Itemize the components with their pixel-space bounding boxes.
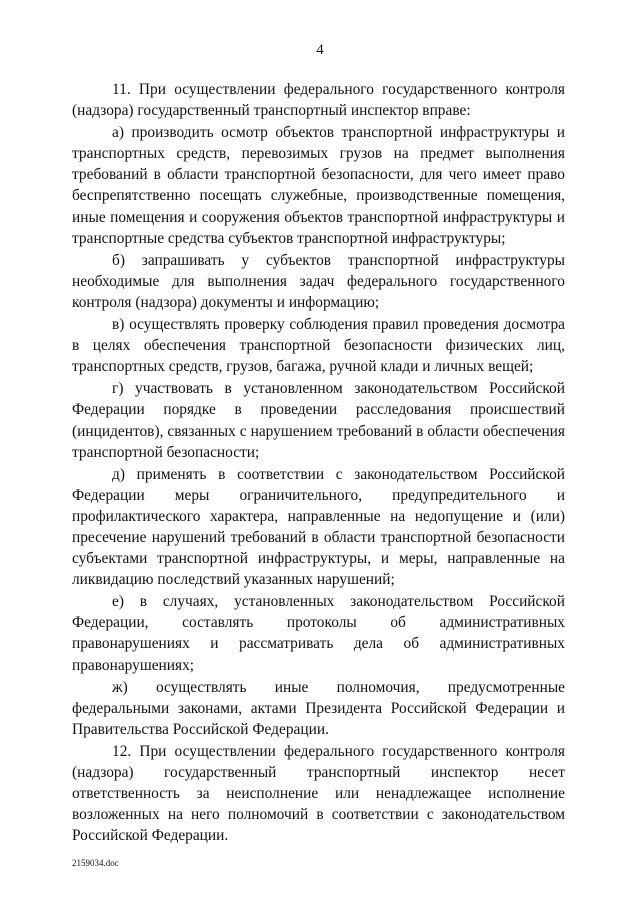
page-number: 4 <box>316 42 324 58</box>
paragraph-sub-v: в) осуществлять проверку соблюдения правил проведения досмотра в целях обеспечения транспортной безопасности физических лиц, транспортных средств, грузов, багажа, ручной клади и личных вещей; <box>72 316 565 376</box>
paragraph-item-12: 12. При осуществлении федерального государственного контроля (надзора) государственный транспортный инспектор несет ответственность за неисполнение или ненадлежащее исполнение возложенных на него полномочий в соответствии с законодательством Российской Федерации. <box>72 742 565 845</box>
paragraph-sub-a: а) производить осмотр объектов транспортной инфраструктуры и транспортных средств, перевозимых грузов на предмет выполнения требований в области транспортной безопасности, для чего имеет право беспрепятственно посещать служебные, производственные помещения, иные помещения и сооружения объектов транспортной инфраструктуры и транспортные средства субъектов транспортной инфраструктуры; <box>72 124 565 247</box>
paragraph-sub-zh: ж) осуществлять иные полномочия, предусмотренные федеральными законами, актами Президента Российской Федерации и Правительства Российской Федерации. <box>72 678 565 738</box>
footer-filename: 2159034.doc <box>72 858 119 868</box>
paragraph-sub-g: г) участвовать в установленном законодательством Российской Федерации порядке в проведении расследования происшествий (инцидентов), связанных с нарушением требований в области обеспечения транспортной безопасности; <box>72 380 565 461</box>
paragraph-sub-b: б) запрашивать у субъектов транспортной инфраструктуры необходимые для выполнения задач федерального государственного контроля (надзора) документы и информацию; <box>72 251 565 311</box>
paragraph-sub-d: д) применять в соответствии с законодательством Российской Федерации меры ограничительного, предупредительного и профилактического характера, направленные на недопущение и (или) пресечение нарушений требований в области транспортной безопасности субъектами транспортной инфраструктуры, и меры, направленные на ликвидацию последствий указанных нарушений; <box>72 465 565 589</box>
paragraph-sub-e: е) в случаях, установленных законодательством Российской Федерации, составлять протоколы об административных правонарушениях и рассматривать дела об административных правонарушениях; <box>72 593 565 674</box>
document-body <box>72 78 565 846</box>
paragraph-item-11: 11. При осуществлении федерального государственного контроля (надзора) государственный транспортный инспектор вправе: <box>72 81 565 120</box>
